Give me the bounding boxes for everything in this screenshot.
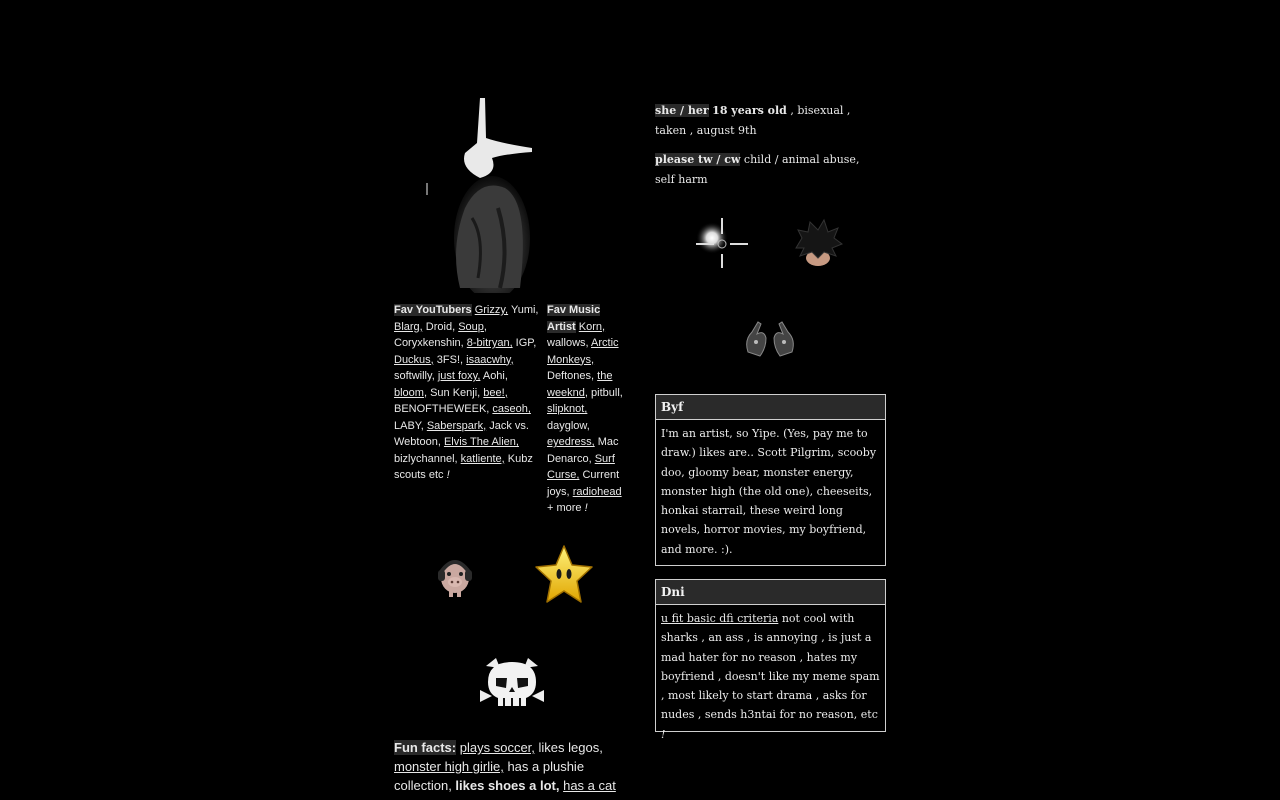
youtuber-text: Jack vs. Webtoon, bbox=[394, 419, 529, 448]
skull-logo-icon bbox=[476, 652, 548, 716]
byf-box bbox=[655, 394, 886, 566]
fun-fact-link[interactable]: has a cat bbox=[563, 778, 616, 793]
youtuber-text: Aohi, bbox=[480, 370, 508, 382]
dni-text: not cool with sharks , an ass , is annoying , is just a mad hater for no reason , hates my boyfriend , doesn't like my meme spam , most likely to start drama , asks for nudes , sends h3ntai for no reason, etc bbox=[661, 612, 880, 722]
youtuber-link[interactable]: 8-bitryan, bbox=[466, 337, 513, 349]
youtuber-text: Sun Kenji, bbox=[427, 386, 484, 399]
youtuber-link[interactable]: Duckus, bbox=[394, 353, 434, 366]
music-text: Mac Denarco, bbox=[547, 436, 619, 465]
dni-text: ! bbox=[661, 727, 666, 741]
fun-fact-link[interactable]: plays soccer, bbox=[459, 740, 535, 755]
youtuber-text: IGP, bbox=[512, 337, 537, 349]
fun-fact-text: likes legos, bbox=[534, 740, 603, 755]
fun-fact-link[interactable]: monster high girlie, bbox=[394, 759, 504, 774]
music-text: pitbull, bbox=[587, 386, 623, 399]
fav-youtubers-section bbox=[394, 302, 539, 484]
tw-text: child / animal abuse, self harm bbox=[655, 153, 860, 186]
music-text: wallows, bbox=[547, 337, 592, 349]
music-text: dayglow, bbox=[547, 419, 590, 432]
byf-body: I'm an artist, so Yipe. (Yes, pay me to draw.) likes are.. Scott Pilgrim, scooby doo, gloomy bear, monster energy, monster high (the old one), cheeseits, honkai starrail, these weird long novels, horror movies, my boyfriend, and more. :). bbox=[661, 427, 877, 556]
fav-music-label: Fav Music Artist bbox=[547, 304, 601, 333]
dni-box bbox=[655, 579, 886, 741]
music-text: ! bbox=[584, 502, 588, 514]
music-artist-link[interactable]: Surf Curse, bbox=[547, 452, 615, 481]
music-text: Current joys, bbox=[547, 469, 620, 498]
youtuber-link[interactable]: bee!, bbox=[483, 386, 508, 399]
youtuber-text: softwilly, bbox=[394, 370, 438, 382]
profile-portrait-image bbox=[420, 88, 550, 293]
youtuber-link[interactable]: just foxy, bbox=[437, 370, 481, 382]
sparkle-crosshair-icon bbox=[690, 214, 752, 270]
fun-fact-text: has a plushie collection, bbox=[394, 759, 585, 793]
fav-music-section bbox=[547, 302, 627, 517]
dni-title: Dni bbox=[656, 580, 885, 605]
hands-gesture-icon bbox=[740, 318, 800, 360]
youtuber-link[interactable]: Elvis The Alien, bbox=[443, 436, 519, 448]
tw-text: please tw / cw bbox=[655, 153, 741, 166]
youtuber-text: Yumi, bbox=[508, 304, 539, 316]
star-icon bbox=[534, 544, 594, 604]
music-artist-link[interactable]: Arctic Monkeys, bbox=[547, 337, 619, 366]
youtuber-text: LABY, bbox=[394, 419, 427, 432]
youtuber-text: ! bbox=[446, 469, 450, 481]
youtuber-link[interactable]: bloom, bbox=[394, 386, 428, 399]
trigger-warnings bbox=[655, 150, 875, 189]
music-artist-link[interactable]: the weeknd, bbox=[547, 370, 613, 399]
spiky-hair-head-icon bbox=[790, 218, 846, 270]
fun-facts-label: Fun facts: bbox=[394, 740, 457, 755]
music-artist-link[interactable]: Korn, bbox=[578, 320, 606, 333]
music-text: Deftones, bbox=[547, 370, 598, 382]
youtuber-text: Coryxkenshin, bbox=[394, 337, 467, 349]
youtuber-text: BENOFTHEWEEK, bbox=[394, 403, 493, 415]
dni-criteria-link[interactable]: u fit basic dfi criteria bbox=[661, 612, 779, 625]
music-artist-link[interactable]: eyedress, bbox=[547, 436, 595, 448]
fun-fact-text: likes shoes a lot, bbox=[455, 778, 560, 793]
youtuber-text: Kubz scouts etc bbox=[394, 452, 533, 481]
pig-headphones-icon bbox=[436, 552, 474, 598]
youtuber-link[interactable]: Saberspark, bbox=[426, 419, 487, 432]
pronoun-text: she / her bbox=[655, 104, 709, 117]
youtuber-link[interactable]: isaacwhy, bbox=[466, 353, 514, 366]
fun-facts-section bbox=[394, 738, 634, 795]
pronouns-info bbox=[655, 101, 870, 140]
youtuber-text: 3FS!, bbox=[433, 353, 467, 366]
youtuber-link[interactable]: katliente, bbox=[460, 452, 505, 465]
music-text: + more bbox=[547, 502, 585, 514]
youtuber-link[interactable]: Grizzy, bbox=[474, 304, 509, 316]
fav-youtubers-label: Fav YouTubers bbox=[394, 304, 472, 316]
dni-body bbox=[656, 605, 885, 747]
byf-title: Byf bbox=[656, 395, 885, 420]
youtuber-text: bizlychannel, bbox=[394, 452, 461, 465]
pronoun-text: 18 years old bbox=[712, 104, 787, 117]
youtuber-link[interactable]: caseoh, bbox=[492, 403, 531, 415]
youtuber-link[interactable]: Soup, bbox=[458, 320, 487, 333]
youtuber-text: Droid, bbox=[422, 320, 459, 333]
pronoun-text: , bisexual , taken , august 9th bbox=[655, 104, 851, 137]
youtuber-link[interactable]: Blarg, bbox=[394, 320, 423, 333]
music-artist-link[interactable]: radiohead bbox=[572, 485, 622, 498]
music-artist-link[interactable]: slipknot, bbox=[547, 403, 588, 415]
